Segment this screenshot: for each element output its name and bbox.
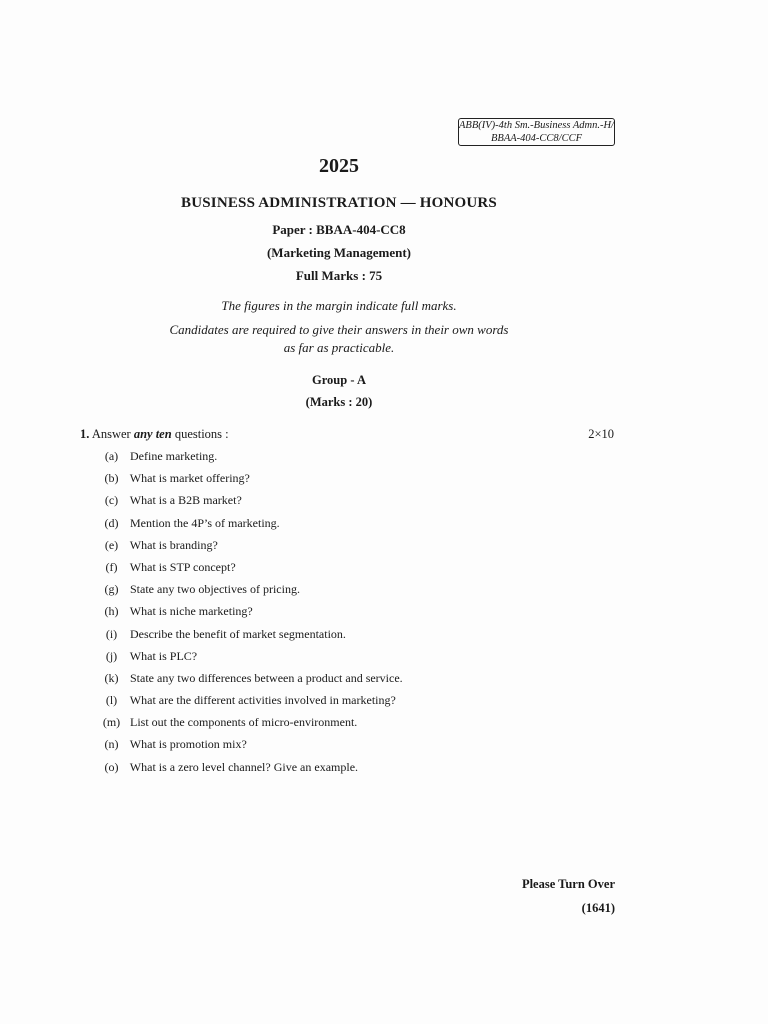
item-text: Define marketing. bbox=[130, 449, 218, 463]
question-item bbox=[96, 559, 403, 581]
question-item bbox=[96, 581, 403, 603]
item-text: Describe the benefit of market segmentation. bbox=[130, 626, 346, 641]
item-text: What is a B2B market? bbox=[129, 493, 242, 508]
question-item bbox=[96, 648, 403, 670]
item-text: Mention the 4P’s of marketing. bbox=[130, 515, 280, 530]
item-text: What are the different activities involved in marketing? bbox=[129, 693, 396, 708]
item-label: (c) bbox=[104, 493, 119, 508]
please-turn-over: Please Turn Over bbox=[521, 877, 615, 891]
paper-code: Paper : BBAA-404-CC8 bbox=[272, 222, 406, 237]
item-label: (n) bbox=[104, 737, 119, 752]
subject-title: BUSINESS ADMINISTRATION — HONOURS bbox=[181, 195, 497, 211]
item-text: What is promotion mix? bbox=[129, 737, 247, 752]
paper-code-line-2: BBAA-404-CC8/CCF bbox=[491, 132, 582, 144]
item-label: (m) bbox=[102, 715, 121, 730]
question-items bbox=[96, 448, 403, 781]
item-text: What is niche marketing? bbox=[129, 604, 253, 619]
question-suffix: questions : bbox=[174, 427, 229, 441]
item-text: What is branding? bbox=[129, 537, 218, 552]
question-number: 1. bbox=[80, 427, 90, 441]
question-item bbox=[96, 515, 403, 537]
group-title: Group - A bbox=[312, 373, 366, 387]
page-code: (1641) bbox=[581, 901, 615, 915]
instruction-own-words: Candidates are required to give their answers in their own words bbox=[169, 322, 509, 337]
item-label: (e) bbox=[104, 537, 119, 552]
question-item bbox=[96, 626, 403, 648]
instruction-margin: The figures in the margin indicate full marks. bbox=[221, 298, 457, 313]
instruction-own-words-cont: as far as practicable. bbox=[283, 340, 395, 355]
question-prefix: Answer bbox=[91, 427, 131, 441]
question-item bbox=[96, 714, 403, 736]
item-text: State any two differences between a product and service. bbox=[130, 670, 403, 685]
group-marks: (Marks : 20) bbox=[305, 395, 373, 409]
question-item bbox=[96, 448, 403, 470]
item-label: (j) bbox=[105, 648, 118, 663]
paper-code-box bbox=[458, 118, 615, 146]
item-label: (a) bbox=[104, 449, 119, 463]
item-text: What is STP concept? bbox=[129, 559, 236, 574]
item-label: (f) bbox=[105, 559, 118, 574]
question-item bbox=[96, 603, 403, 625]
item-text: List out the components of micro-environment. bbox=[130, 715, 358, 730]
item-label: (g) bbox=[104, 582, 119, 597]
item-label: (k) bbox=[104, 670, 119, 685]
item-label: (o) bbox=[104, 759, 119, 774]
paper-code-line-1: ABB(IV)-4th Sm.-Business Admn.-H/ bbox=[459, 120, 614, 131]
item-text: State any two objectives of pricing. bbox=[130, 582, 300, 597]
item-text: What is market offering? bbox=[129, 471, 250, 486]
question-marks: 2×10 bbox=[588, 427, 614, 441]
item-text: What is a zero level channel? Give an example. bbox=[129, 759, 359, 774]
question-item bbox=[96, 492, 403, 514]
question-item bbox=[96, 759, 403, 781]
item-label: (d) bbox=[104, 515, 119, 530]
question-item bbox=[96, 736, 403, 758]
question-item bbox=[96, 470, 403, 492]
item-text: What is PLC? bbox=[129, 648, 198, 663]
course-title: (Marketing Management) bbox=[266, 245, 412, 260]
question-item bbox=[96, 537, 403, 559]
question-heading bbox=[80, 427, 229, 442]
question-item bbox=[96, 670, 403, 692]
full-marks: Full Marks : 75 bbox=[295, 268, 383, 283]
item-label: (l) bbox=[105, 693, 118, 708]
item-label: (h) bbox=[104, 604, 119, 619]
item-label: (i) bbox=[105, 626, 118, 641]
question-emphasis: any ten bbox=[133, 427, 172, 441]
question-item bbox=[96, 692, 403, 714]
item-label: (b) bbox=[104, 471, 119, 486]
exam-year: 2025 bbox=[319, 155, 359, 177]
